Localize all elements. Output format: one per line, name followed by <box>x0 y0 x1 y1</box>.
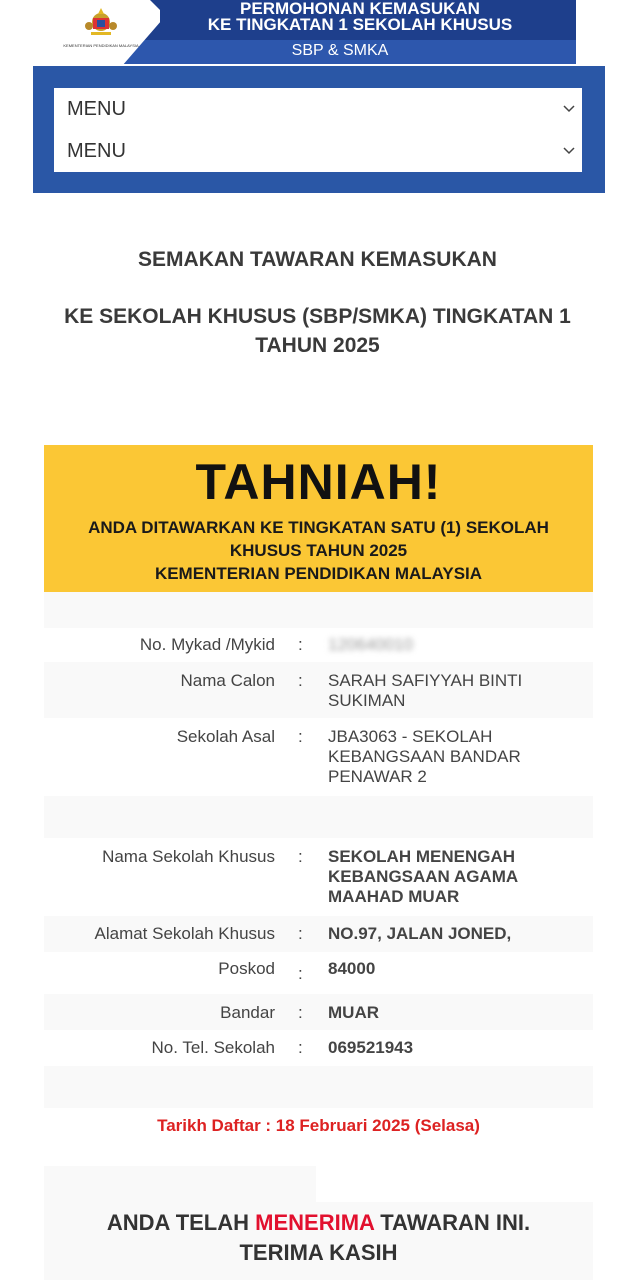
ministry-name: KEMENTERIAN PENDIDIKAN MALAYSIA <box>154 564 483 583</box>
banner-right-gap <box>576 0 635 66</box>
page-subtitle: KE SEKOLAH KHUSUS (SBP/SMKA) TINGKATAN 1 TAHUN 2025 <box>64 305 571 357</box>
table-stripe <box>44 796 593 838</box>
field-label: Poskod <box>218 959 275 978</box>
field-label: Bandar <box>220 1003 275 1022</box>
acceptance-suffix: TAWARAN INI. <box>374 1210 531 1235</box>
field-colon: : <box>298 727 303 746</box>
telefon-value: 069521943 <box>328 1038 414 1057</box>
field-colon: : <box>298 635 303 654</box>
field-label: Alamat Sekolah Khusus <box>94 924 275 943</box>
congratulations-headline: TAHNIAH! <box>195 454 442 510</box>
congratulations-banner <box>44 445 593 592</box>
field-label: No. Tel. Sekolah <box>151 1038 275 1057</box>
mykad-value: 120640010 <box>328 635 414 654</box>
acceptance-prefix: ANDA TELAH <box>106 1210 256 1235</box>
alamat-value: NO.97, JALAN JONED, <box>328 924 512 943</box>
field-label: Nama Sekolah Khusus <box>102 847 275 866</box>
field-label: Sekolah Asal <box>176 727 275 746</box>
ministry-logo[interactable] <box>62 6 140 52</box>
menu-dropdown-1[interactable] <box>54 89 582 129</box>
poskod-value: 84000 <box>328 959 376 978</box>
chevron-down-icon <box>562 89 576 129</box>
sekolah-khusus-value: SEKOLAH MENENGAH KEBANGSAAN AGAMA MAAHAD MUAR <box>328 847 518 906</box>
menu-label: MENU <box>67 140 126 162</box>
chevron-down-icon <box>562 131 576 171</box>
bandar-value: MUAR <box>328 1003 379 1022</box>
field-colon: : <box>298 964 303 983</box>
table-stripe <box>44 592 593 628</box>
nama-value: SARAH SAFIYYAH BINTI SUKIMAN <box>328 671 523 710</box>
menu-panel <box>33 66 605 193</box>
menu-list <box>54 88 582 172</box>
field-colon: : <box>298 847 303 866</box>
field-label: Nama Calon <box>180 671 275 690</box>
acceptance-message <box>44 1208 593 1268</box>
sekolah-asal-value: JBA3063 - SEKOLAH KEBANGSAAN BANDAR PENAWAR 2 <box>328 727 521 786</box>
accepted-status: MENERIMA <box>255 1210 375 1235</box>
table-stripe <box>44 1066 593 1108</box>
banner-subtitle: SBP & SMKA <box>291 42 389 59</box>
banner-title-line1: PERMOHONAN KEMASUKAN <box>240 0 480 15</box>
banner-title-line2: KE TINGKATAN 1 SEKOLAH KHUSUS <box>207 15 513 34</box>
registration-date: Tarikh Daftar : 18 Februari 2025 (Selasa) <box>157 1116 480 1135</box>
menu-dropdown-2[interactable] <box>54 131 582 171</box>
header-banner <box>0 0 635 66</box>
menu-label: MENU <box>67 98 126 120</box>
offer-text: ANDA DITAWARKAN KE TINGKATAN SATU (1) SEKOLAH KHUSUS TAHUN 2025 <box>88 518 549 560</box>
page-title: SEMAKAN TAWARAN KEMASUKAN <box>138 248 497 271</box>
thanks-text: TERIMA KASIH <box>239 1240 398 1265</box>
acceptance-line <box>44 1208 593 1238</box>
table-stripe <box>44 1166 316 1202</box>
logo-caption: KEMENTERIAN PENDIDIKAN MALAYSIA <box>63 43 139 48</box>
field-colon: : <box>298 1038 303 1057</box>
field-colon: : <box>298 671 303 690</box>
field-label: No. Mykad /Mykid <box>139 635 275 654</box>
field-colon: : <box>298 924 303 943</box>
field-colon: : <box>298 1003 303 1022</box>
banner-title <box>160 0 560 33</box>
